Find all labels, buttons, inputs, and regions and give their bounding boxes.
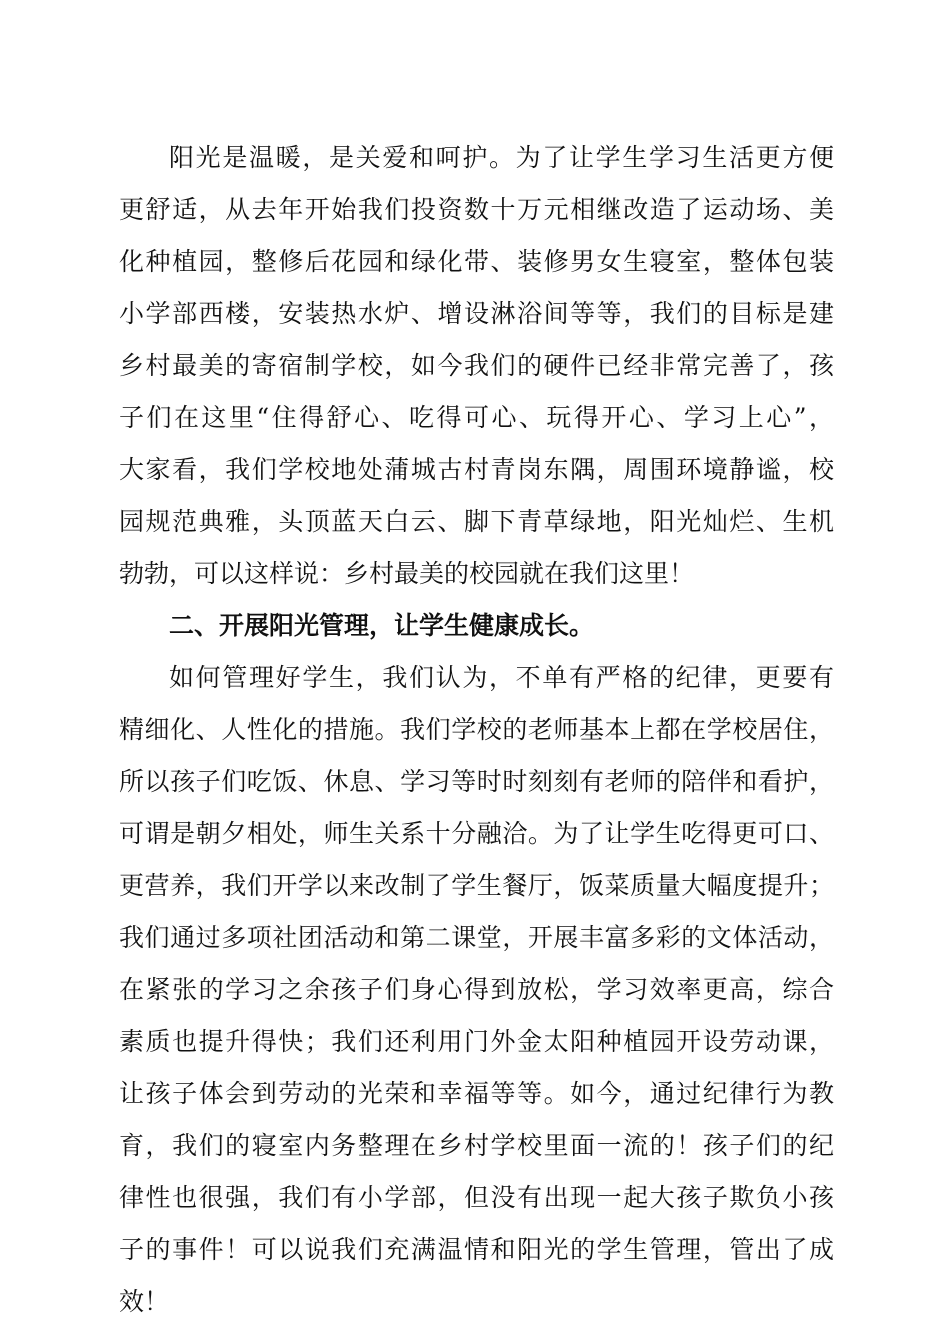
paragraph-line: 大家看，我们学校地处蒲城古村青岗东隅，周围环境静谧，校 bbox=[119, 455, 834, 484]
paragraph-line: 让孩子体会到劳动的光荣和幸福等等。如今，通过纪律行为教 bbox=[119, 1079, 834, 1108]
paragraph-line: 所以孩子们吃饭、休息、学习等时时刻刻有老师的陪伴和看护， bbox=[119, 767, 834, 796]
paragraph-line: 化种植园，整修后花园和绿化带、装修男女生寝室，整体包装 bbox=[119, 247, 834, 276]
paragraph-line: 育，我们的寝室内务整理在乡村学校里面一流的！孩子们的纪 bbox=[119, 1131, 834, 1160]
paragraph-line: 小学部西楼，安装热水炉、增设淋浴间等等，我们的目标是建 bbox=[119, 299, 834, 328]
paragraph-line: 子的事件！可以说我们充满温情和阳光的学生管理，管出了成 bbox=[119, 1235, 834, 1264]
paragraph-line: 阳光是温暖，是关爱和呵护。为了让学生学习生活更方便 bbox=[169, 143, 834, 172]
paragraph-line: 子们在这里“住得舒心、吃得可心、玩得开心、学习上心”， bbox=[119, 403, 834, 432]
paragraph-line: 乡村最美的寄宿制学校，如今我们的硬件已经非常完善了，孩 bbox=[119, 351, 834, 380]
section-heading: 二、开展阳光管理，让学生健康成长。 bbox=[169, 611, 595, 640]
paragraph-line: 素质也提升得快；我们还利用门外金太阳种植园开设劳动课， bbox=[119, 1027, 834, 1056]
paragraph-line: 精细化、人性化的措施。我们学校的老师基本上都在学校居住， bbox=[119, 715, 834, 744]
paragraph-line: 可谓是朝夕相处，师生关系十分融洽。为了让学生吃得更可口、 bbox=[119, 819, 834, 848]
paragraph-line: 更营养，我们开学以来改制了学生餐厅，饭菜质量大幅度提升； bbox=[119, 871, 834, 900]
paragraph-line: 我们通过多项社团活动和第二课堂，开展丰富多彩的文体活动， bbox=[119, 923, 834, 952]
paragraph-line: 勃勃，可以这样说：乡村最美的校园就在我们这里！ bbox=[119, 559, 695, 588]
paragraph-line: 如何管理好学生，我们认为，不单有严格的纪律，更要有 bbox=[169, 663, 834, 692]
paragraph-line: 在紧张的学习之余孩子们身心得到放松，学习效率更高，综合 bbox=[119, 975, 834, 1004]
paragraph-line: 效！ bbox=[119, 1287, 170, 1316]
paragraph-line: 更舒适，从去年开始我们投资数十万元相继改造了运动场、美 bbox=[119, 195, 834, 224]
paragraph-line: 律性也很强，我们有小学部，但没有出现一起大孩子欺负小孩 bbox=[119, 1183, 834, 1212]
paragraph-line: 园规范典雅，头顶蓝天白云、脚下青草绿地，阳光灿烂、生机 bbox=[119, 507, 834, 536]
